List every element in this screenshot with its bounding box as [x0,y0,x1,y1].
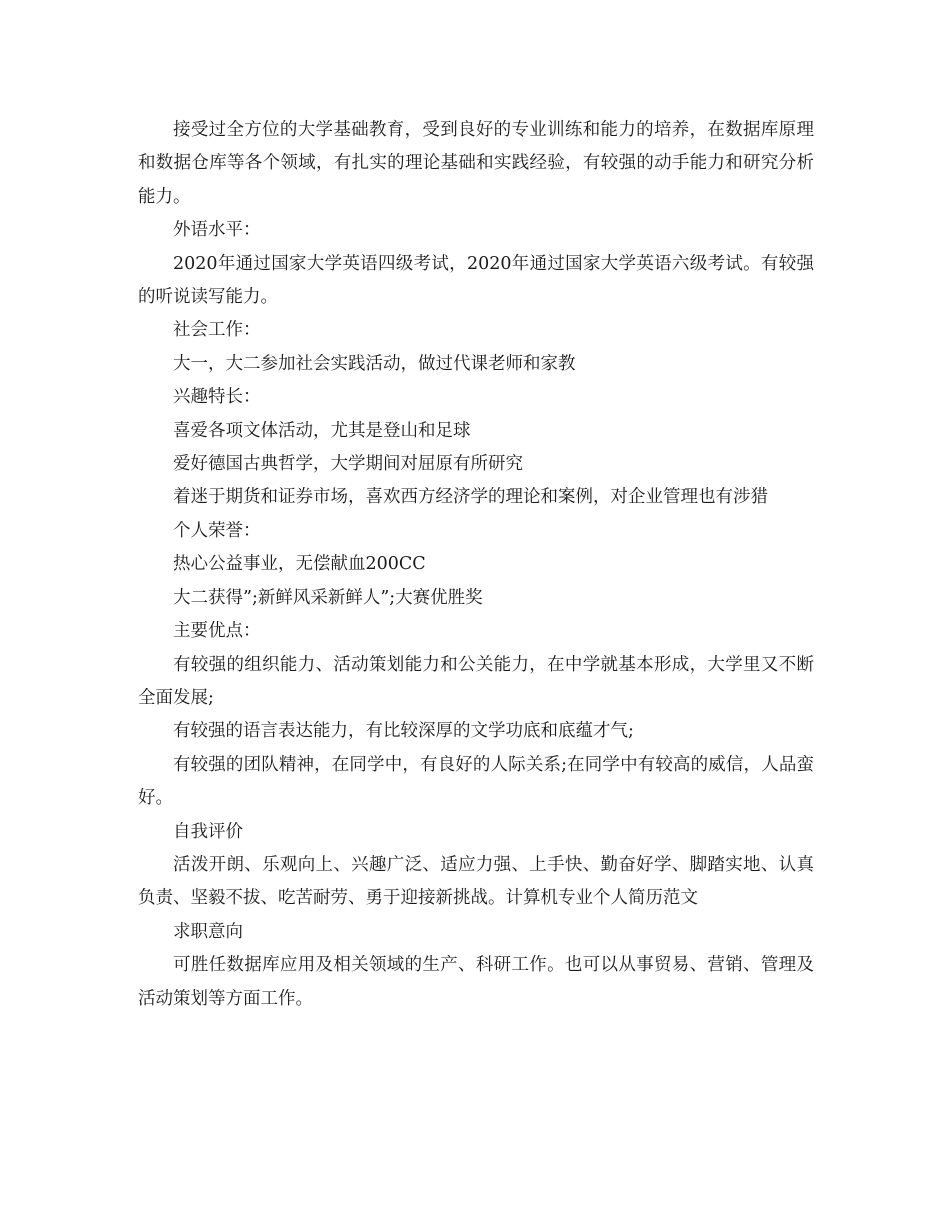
paragraph-self-evaluation: 活泼开朗、乐观向上、兴趣广泛、适应力强、上手快、勤奋好学、脚踏实地、认真负责、坚毅不拔、吃苦耐劳、勇于迎接新挑战。计算机专业个人简历范文 [138,854,814,909]
heading-self-evaluation: 自我评价 [173,821,243,842]
heading-foreign-language: 外语水平： [173,220,261,241]
heading-interests: 兴趣特长： [173,387,261,408]
paragraph-strength-organization: 有较强的组织能力、活动策划能力和公关能力，在中学就基本形成，大学里又不断全面发展; [138,654,814,708]
resume-body [138,114,814,1016]
paragraph-honor-award: 大二获得”;新鲜风采新鲜人”;大赛优胜奖 [173,587,483,608]
paragraph-strength-teamwork: 有较强的团队精神，在同学中，有良好的人际关系;在同学中有较高的威信，人品蛮好。 [138,754,814,809]
paragraph-interest-philosophy: 爱好德国古典哲学，大学期间对屈原有所研究 [173,454,523,475]
paragraph-honor-blood-donation: 热心公益事业，无偿献血200CC [173,554,426,575]
paragraph-job-intention: 可胜任数据库应用及相关领域的生产、科研工作。也可以从事贸易、营销、管理及活动策划等方面工作。 [138,955,814,1009]
paragraph-strength-language: 有较强的语言表达能力，有比较深厚的文学功底和底蕴才气; [173,721,634,742]
paragraph-social-work: 大一，大二参加社会实践活动，做过代课老师和家教 [173,353,576,374]
paragraph-education-summary: 接受过全方位的大学基础教育，受到良好的专业训练和能力的培养，在数据库原理和数据仓库等各个领域，有扎实的理论基础和实践经验，有较强的动手能力和研究分析能力。 [138,120,814,207]
heading-social-work: 社会工作： [173,320,261,341]
heading-strengths: 主要优点： [173,621,261,642]
paragraph-interest-sports: 喜爱各项文体活动，尤其是登山和足球 [173,420,471,441]
heading-honors: 个人荣誉： [173,520,261,541]
paragraph-interest-finance: 着迷于期货和证券市场，喜欢西方经济学的理论和案例，对企业管理也有涉猎 [173,487,768,508]
paragraph-foreign-language: 2020年通过国家大学英语四级考试，2020年通过国家大学英语六级考试。有较强的听说读写能力。 [138,253,814,308]
heading-job-intention: 求职意向 [173,921,243,942]
